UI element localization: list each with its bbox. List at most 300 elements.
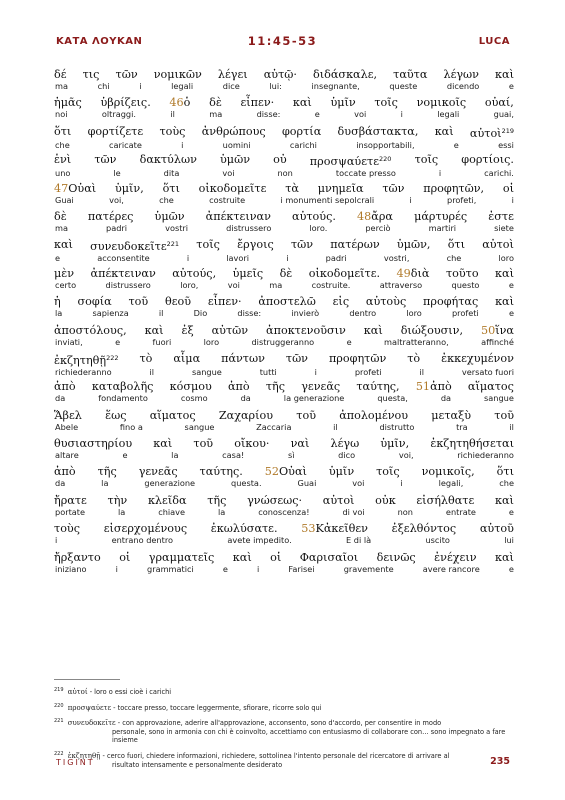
publisher-mark: TIGINT <box>56 758 95 767</box>
greek-word: 49διὰ <box>396 266 430 280</box>
greek-word: αὐτοὺς <box>365 295 407 309</box>
italian-word: martiri <box>428 222 457 233</box>
greek-word: τῶν <box>115 68 138 81</box>
greek-word: νομικῶν <box>153 68 202 81</box>
italian-line <box>54 308 514 318</box>
italian-line <box>54 535 514 545</box>
greek-word: εἶπεν· <box>240 96 275 110</box>
greek-word: ἀπέκτειναν <box>90 266 156 280</box>
greek-word: Φαρισαῖοι <box>299 550 359 564</box>
greek-word: οἰκοδομεῖτε. <box>308 266 381 280</box>
greek-word: τοῖς <box>196 238 220 252</box>
greek-word: οἱ <box>270 550 282 564</box>
italian-word: la <box>55 308 63 319</box>
italian-word: da <box>55 393 66 404</box>
italian-word: da <box>55 478 66 489</box>
footnote-ref[interactable]: 221 <box>166 240 180 249</box>
italian-word: legali, <box>438 478 464 489</box>
greek-word: μὲν <box>54 266 75 280</box>
greek-line <box>54 409 514 422</box>
italian-line <box>54 195 514 205</box>
greek-line <box>54 238 514 253</box>
greek-word: τὸ <box>139 351 153 365</box>
interlinear-line <box>54 352 514 380</box>
footnote-number: 222 <box>54 750 64 757</box>
italian-word: non <box>397 506 413 517</box>
italian-word: padri <box>106 222 128 233</box>
italian-word: ma <box>209 109 223 120</box>
greek-line <box>54 380 514 393</box>
greek-word: τοῦ <box>494 408 514 422</box>
italian-word: chi <box>97 81 110 91</box>
italian-word: i <box>139 81 142 91</box>
greek-word: ὅτι <box>162 181 180 195</box>
greek-word: καὶ <box>54 238 73 252</box>
greek-word: συνευδοκεῖτε$^{221}$ <box>90 240 180 254</box>
greek-word: μεταξὺ <box>431 408 472 422</box>
verse-number: 47 <box>54 181 69 195</box>
interlinear-line <box>54 125 514 153</box>
greek-word: ἀποστόλους, <box>54 323 127 337</box>
italian-word: dentro <box>349 308 377 319</box>
greek-word: καὶ <box>494 550 514 564</box>
greek-word: προφητῶν <box>328 351 387 365</box>
italian-word: uno <box>55 168 71 179</box>
greek-word: 48ἄρα <box>357 209 393 223</box>
greek-word: δέ <box>54 68 67 81</box>
italian-word: profeti, <box>447 194 477 205</box>
italian-word: generazione <box>144 478 196 489</box>
italian-word: carichi <box>289 139 317 150</box>
italian-word: loro <box>406 308 422 319</box>
italian-word: la <box>101 478 109 489</box>
italian-word: loro <box>203 336 220 347</box>
greek-word: 52Οὐαὶ <box>264 465 307 479</box>
footnote-ref[interactable]: 219 <box>501 126 514 135</box>
greek-word: αὐτῷ· <box>263 68 297 81</box>
greek-word: ἐξελθόντος <box>391 522 457 536</box>
greek-word: καὶ <box>495 295 514 309</box>
italian-word: fino a <box>119 421 143 432</box>
interlinear-line <box>54 465 514 493</box>
italian-word: vostri, <box>383 253 410 264</box>
greek-word: τὸ <box>407 351 421 365</box>
greek-word: ἐκκεχυμένον <box>441 351 514 365</box>
italian-word: i <box>400 109 403 120</box>
greek-word: ὅτι <box>54 124 72 138</box>
greek-word: κλεῖδα <box>147 493 187 507</box>
italian-word: disse: <box>237 308 262 319</box>
italian-line <box>54 280 514 290</box>
italian-line <box>54 109 514 119</box>
footnote-term: ἐκζητηθῇ <box>65 751 101 760</box>
italian-word: e <box>453 139 459 150</box>
italian-word: loro <box>498 253 514 264</box>
greek-word: νομικοῖς, <box>421 465 475 479</box>
greek-word: ὑμῖν <box>328 465 355 479</box>
italian-word: i <box>181 139 184 150</box>
greek-line <box>54 522 514 535</box>
italian-word: oltraggi. <box>101 109 136 120</box>
italian-word: ma <box>55 81 68 91</box>
greek-line <box>54 352 514 367</box>
greek-word: καὶ <box>153 437 173 451</box>
greek-word: ὑμῶν, <box>396 238 431 252</box>
italian-word: attraverso <box>379 279 423 290</box>
greek-word: αὐτοὶ <box>482 238 514 252</box>
verse-number: 49 <box>396 266 411 280</box>
italian-word: legali <box>171 81 194 91</box>
chapter-verse-range: 11:45-53 <box>247 34 318 48</box>
greek-line <box>54 295 514 308</box>
verse-number: 46 <box>169 96 184 110</box>
italian-word: lui: <box>269 81 282 91</box>
greek-word: σοφία <box>77 295 112 309</box>
greek-line <box>54 494 514 507</box>
greek-word: τοῦ <box>296 408 316 422</box>
greek-line <box>54 153 514 168</box>
italian-word: tutti <box>259 366 277 377</box>
italian-word: non <box>277 168 293 179</box>
italian-word: iniziano <box>55 563 87 574</box>
greek-word: καὶ <box>292 96 312 110</box>
greek-word: λέγω <box>330 437 360 451</box>
italian-word: E di là <box>346 535 372 546</box>
interlinear-line <box>54 551 514 579</box>
greek-word: γενεᾶς <box>301 380 341 394</box>
greek-word: δυσβάστακτα, <box>337 124 419 138</box>
italian-word: chiave <box>158 506 186 517</box>
italian-word: avete impedito. <box>227 535 292 546</box>
greek-word: τοῦ <box>193 437 214 451</box>
greek-word: ἀποστελῶ <box>258 295 316 309</box>
italian-word: e <box>508 279 514 290</box>
italian-word: fondamento <box>98 393 148 404</box>
italian-word: distrussero <box>105 279 151 290</box>
italian-word: sangue <box>484 393 514 404</box>
italian-word: e <box>314 109 320 120</box>
greek-word: καὶ <box>363 323 383 337</box>
greek-word: καὶ <box>144 323 164 337</box>
italian-word: avere rancore <box>422 563 480 574</box>
italian-word: e <box>508 563 514 574</box>
greek-word: οἰκοδομεῖτε <box>198 181 267 195</box>
italian-word: toccate presso <box>335 168 396 179</box>
greek-word: γενεᾶς <box>138 465 178 479</box>
book-title-italian: LUCA <box>478 36 510 47</box>
greek-word: ἀπέκτειναν <box>205 209 271 223</box>
greek-word: οὐκ <box>375 493 396 507</box>
italian-word: certo <box>55 279 77 290</box>
italian-word: casa! <box>222 450 245 461</box>
greek-word: καὶ <box>434 124 454 138</box>
greek-word: ἀπὸ <box>54 465 76 479</box>
greek-word: τῶν <box>382 181 405 195</box>
footnote <box>54 686 514 697</box>
greek-word: ὅτι <box>447 238 465 252</box>
greek-word: ἐξ <box>181 323 194 337</box>
italian-word: i <box>286 253 289 264</box>
interlinear-line <box>54 210 514 238</box>
italian-word: distruggeranno <box>251 336 315 347</box>
italian-word: costruite <box>209 194 246 205</box>
greek-word: ἀπὸ <box>54 380 76 394</box>
greek-word: ἀνθρώπους <box>201 124 266 138</box>
italian-word: gravemente <box>343 563 394 574</box>
greek-word: διώξουσιν, <box>400 323 464 337</box>
italian-word: vostri <box>165 222 189 233</box>
italian-word: che <box>446 253 462 264</box>
italian-word: noi <box>55 109 68 120</box>
italian-line <box>54 253 514 263</box>
greek-line <box>54 210 514 223</box>
greek-word: γνώσεως· <box>247 493 303 507</box>
verse-number: 50 <box>480 323 496 337</box>
footnote-divider <box>54 679 120 680</box>
italian-word: il <box>149 366 155 377</box>
italian-word: lui <box>504 535 514 546</box>
italian-word: il <box>170 109 175 120</box>
italian-word: questa. <box>231 478 262 489</box>
italian-word: affinché <box>481 336 514 347</box>
greek-word: λέγων <box>443 68 479 81</box>
italian-word: di voi <box>342 506 365 517</box>
italian-word: conoscenza! <box>258 506 310 517</box>
italian-word: legali <box>437 109 460 120</box>
greek-word: ἡμᾶς <box>54 96 82 110</box>
greek-word: τῶν <box>290 238 314 252</box>
footnote-text: - toccare presso, toccare leggermente, sfiorare, ricorre solo qui <box>111 703 322 712</box>
verse-number: 51 <box>415 380 431 394</box>
footnote-ref[interactable]: 220 <box>379 155 392 164</box>
interlinear-line <box>54 153 514 181</box>
italian-word: il <box>419 366 425 377</box>
greek-word: αὐτοὶ$^{219}$ <box>469 126 514 140</box>
italian-word: Dio <box>193 308 208 319</box>
italian-word: e <box>508 506 514 517</box>
greek-word: τῆς <box>207 493 227 507</box>
greek-word: θεοῦ <box>164 295 192 309</box>
greek-word: ὑμῖν <box>330 96 356 110</box>
italian-word: versato fuori <box>461 366 514 377</box>
greek-word: αὐτούς, <box>172 266 217 280</box>
interlinear-line <box>54 182 514 210</box>
greek-word: δὲ <box>279 266 293 280</box>
greek-word: αὐτούς. <box>292 209 336 223</box>
greek-line <box>54 68 514 81</box>
footnotes <box>54 686 514 774</box>
italian-word: distrutto <box>379 421 415 432</box>
interlinear-line <box>54 295 514 323</box>
italian-word: sapienza <box>92 308 129 319</box>
greek-word: ἀποκτενοῦσιν <box>266 323 346 337</box>
italian-word: uscito <box>425 535 450 546</box>
italian-line <box>54 140 514 150</box>
greek-word: προφητῶν, <box>423 181 485 195</box>
italian-word: voi <box>227 279 240 290</box>
italian-word: padri <box>325 253 347 264</box>
italian-word: voi <box>352 478 365 489</box>
italian-word: distrussero <box>226 222 272 233</box>
italian-word: siete <box>494 222 514 233</box>
greek-word: εἰς <box>332 295 350 309</box>
italian-word: la <box>218 506 226 517</box>
italian-word: dita <box>163 168 180 179</box>
italian-word: Farisei <box>288 563 315 574</box>
greek-word: οὐαί, <box>484 96 514 110</box>
footnote <box>54 750 514 769</box>
italian-word: sangue <box>191 366 222 377</box>
italian-word: e <box>55 253 61 264</box>
greek-word: τοὺς <box>159 124 186 138</box>
italian-word: uomini <box>222 139 251 150</box>
italian-word: carichi. <box>484 168 514 179</box>
greek-word: ταύτης, <box>356 380 400 394</box>
italian-word: ma <box>55 222 68 233</box>
greek-word: δεινῶς <box>376 550 416 564</box>
italian-word: cosmo <box>180 393 208 404</box>
italian-word: insopportabili, <box>356 139 415 150</box>
italian-word: lavori <box>226 253 250 264</box>
italian-word: da <box>440 393 452 404</box>
greek-word: πατέρων <box>330 238 380 252</box>
greek-word: 47Οὐαὶ <box>54 181 97 195</box>
greek-word: ἐστε <box>488 209 514 223</box>
italian-word: i <box>409 194 412 205</box>
greek-word: τῶν <box>285 351 308 365</box>
interlinear-line <box>54 409 514 437</box>
greek-line <box>54 125 514 140</box>
greek-word: εἰσερχομένους <box>103 522 188 536</box>
greek-word: καὶ <box>232 550 252 564</box>
italian-word: guai, <box>493 109 514 120</box>
italian-word: i <box>257 563 260 574</box>
greek-word: γραμματεῖς <box>148 550 215 564</box>
italian-word: perciò <box>365 222 391 233</box>
greek-word: ὑμῶν <box>154 209 185 223</box>
italian-word: insegnante, <box>311 81 360 91</box>
footnote-continuation: personale, sono in armonia con chi è coinvolto, accettiamo con entusiasmo di collaborare con… sono impegnato a fare insieme <box>112 727 506 745</box>
italian-line <box>54 393 514 403</box>
greek-word: ὅτι <box>496 465 514 479</box>
greek-word: ὑμῖν, <box>114 181 144 195</box>
footnote-ref[interactable]: 222 <box>106 353 119 362</box>
italian-word: acconsentite <box>97 253 150 264</box>
footnote-number: 221 <box>54 718 64 725</box>
italian-word: caricate <box>108 139 142 150</box>
greek-word: νομικοῖς <box>416 96 467 110</box>
greek-word: μάρτυρές <box>414 209 468 223</box>
italian-word: i monumenti sepolcrali <box>280 194 375 205</box>
footnote-number: 219 <box>54 687 64 693</box>
greek-word: τοῦτο <box>445 266 479 280</box>
greek-word: τοῖς <box>414 153 439 167</box>
verse-number: 52 <box>264 465 279 479</box>
italian-word: tra <box>456 421 468 432</box>
greek-word: καταβολῆς <box>91 380 154 394</box>
italian-word: i <box>314 366 317 377</box>
interlinear-text <box>54 68 514 579</box>
footnote <box>54 702 514 713</box>
greek-word: πατέρες <box>87 209 134 223</box>
greek-word: ἐκωλύσατε. <box>210 522 278 536</box>
italian-word: entrano dentro <box>111 535 174 546</box>
verse-number: 48 <box>357 209 372 223</box>
greek-word: καὶ <box>494 493 514 507</box>
greek-word: ἤρξαντο <box>54 550 101 564</box>
italian-word: i <box>438 168 442 179</box>
italian-word: invierò <box>291 308 320 319</box>
greek-word: προσψαύετε$^{220}$ <box>309 155 392 169</box>
greek-word: φορτίοις. <box>461 153 514 167</box>
greek-word: ἑνὶ <box>54 153 72 167</box>
italian-word: il <box>333 421 338 432</box>
italian-word: dice <box>222 81 240 91</box>
italian-word: grammatici <box>147 563 194 574</box>
italian-word: i <box>186 253 190 264</box>
interlinear-line <box>54 324 514 352</box>
footnote-term: συνευδοκεῖτε <box>65 719 116 728</box>
italian-word: queste <box>389 81 418 91</box>
italian-word: il <box>158 308 164 319</box>
greek-word: τοῖς <box>376 465 400 479</box>
italian-word: costruite. <box>311 279 351 290</box>
greek-word: λέγει <box>217 68 248 81</box>
verse-number: 53 <box>301 522 316 536</box>
italian-word: Abele <box>55 421 79 432</box>
italian-word: Zaccaria <box>256 421 292 432</box>
greek-word: τῆς <box>97 465 117 479</box>
italian-word: inviati, <box>55 336 83 347</box>
greek-word: εἰσήλθατε <box>416 493 475 507</box>
italian-word: sangue <box>184 421 215 432</box>
footnote-text: - cerco fuori, chiedere informazioni, richiedere, sottolinea l'intento personale del ricercatore di arrivare al <box>100 751 450 760</box>
italian-word: e <box>222 563 228 574</box>
italian-word: portate <box>55 506 86 517</box>
italian-word: richiederanno <box>457 450 514 461</box>
greek-word: δακτύλων <box>139 153 197 167</box>
italian-word: richiederanno <box>55 366 112 377</box>
italian-word: voi, <box>109 194 124 205</box>
greek-word: ἕως <box>105 408 127 422</box>
italian-word: maltratteranno, <box>383 336 449 347</box>
italian-word: altare <box>55 450 79 461</box>
italian-word: i <box>115 563 118 574</box>
greek-word: φορτία <box>281 124 322 138</box>
greek-word: ἐνέχειν <box>434 550 477 564</box>
italian-line <box>54 337 514 347</box>
italian-word: questo <box>451 279 480 290</box>
greek-word: αἵματος <box>149 408 196 422</box>
greek-word: 53Κἀκεῖθεν <box>301 522 368 536</box>
italian-word: da <box>240 393 251 404</box>
italian-word: profeti <box>354 366 382 377</box>
greek-word: προφήτας <box>423 295 479 309</box>
footnote-text: - con approvazione, aderire all'approvazione, acconsento, sono d'accordo, per consentire in modo <box>115 719 442 728</box>
italian-word: e <box>346 336 352 347</box>
italian-word: il <box>509 421 514 432</box>
italian-line <box>54 450 514 460</box>
greek-word: ἤρατε <box>54 493 87 507</box>
italian-word: e <box>115 336 121 347</box>
greek-word: ὑμῖν, <box>380 437 410 451</box>
interlinear-line <box>54 68 514 96</box>
italian-word: sì <box>287 450 295 461</box>
interlinear-line <box>54 238 514 266</box>
page-number: 235 <box>490 756 510 767</box>
interlinear-line <box>54 380 514 408</box>
greek-line <box>54 465 514 478</box>
